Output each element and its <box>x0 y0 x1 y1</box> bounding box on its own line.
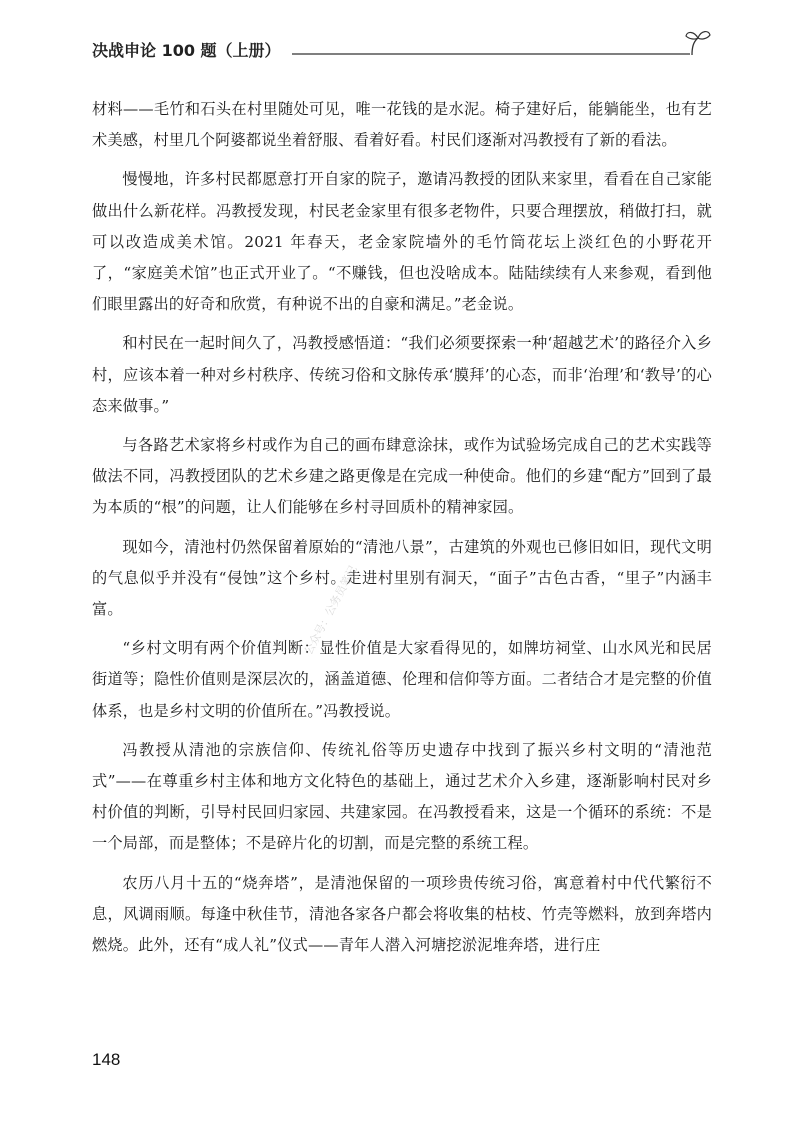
watermark: 公众号：公务员笔记 <box>301 563 360 658</box>
paragraph: 农历八月十五的“烧奔塔”，是清池保留的一项珍贵传统习俗，寓意着村中代代繁衍不息，风调雨顺。每逢中秋佳节，清池各家各户都会将收集的枯枝、竹壳等燃料，放到奔塔内燃烧。此外，还有“成人礼”仪式——青年人潜入河塘挖淤泥堆奔塔，进行庄 <box>92 873 712 955</box>
paragraph: “乡村文明有两个价值判断：显性价值是大家看得见的，如牌坊祠堂、山水风光和民居街道等；隐性价值则是深层次的，涵盖道德、伦理和信仰等方面。二者结合才是完整的价值体系，也是乡村文明的价值所在。”冯教授说。 <box>92 639 712 720</box>
header-rule <box>92 34 712 64</box>
paragraph: 慢慢地，许多村民都愿意打开自家的院子，邀请冯教授的团队来家里，看看在自己家能做出什么新花样。冯教授发现，村民老金家里有很多老物件，只要合理摆放，稍做打扫，就可以改造成美术馆。2021 年春天，老金家院墙外的毛竹筒花坛上淡红色的小野花开了，“家庭美术馆”也正式开业了。“不赚钱，但也没啥成本。陆陆续续有人来参观，看到他们眼里露出的好奇和欣赏，有种说不出的自豪和满足。”老金说。 <box>92 170 712 314</box>
paragraph: 与各路艺术家将乡村或作为自己的画布肆意涂抹，或作为试验场完成自己的艺术实践等做法不同，冯教授团队的艺术乡建之路更像是在完成一种使命。他们的乡建“配方”回到了最为本质的“根”的问题，让人们能够在乡村寻回质朴的精神家园。 <box>92 436 712 517</box>
sprout-icon <box>684 28 712 58</box>
body-text <box>92 94 712 969</box>
paragraph: 冯教授从清池的宗族信仰、传统礼俗等历史遗存中找到了振兴乡村文明的“清池范式”——在尊重乡村主体和地方文化特色的基础上，通过艺术介入乡建，逐渐影响村民对乡村价值的判断，引导村民回归家园、共建家园。在冯教授看来，这是一个循环的系统：不是一个局部，而是整体；不是碎片化的切割，而是完整的系统工程。 <box>92 740 712 853</box>
paragraph: 材料——毛竹和石头在村里随处可见，唯一花钱的是水泥。椅子建好后，能躺能坐，也有艺术美感，村里几个阿婆都说坐着舒服、看着好看。村民们逐渐对冯教授有了新的看法。 <box>92 100 712 150</box>
running-header <box>92 34 712 64</box>
page-number: 148 <box>92 1050 121 1069</box>
paragraph: 和村民在一起时间久了，冯教授感悟道：“我们必须要探索一种‘超越艺术’的路径介入乡村，应该本着一种对乡村秩序、传统习俗和文脉传承‘膜拜’的心态，而非‘治理’和‘教导’的心态来做事。” <box>92 334 712 415</box>
header-title: 决战申论 100 题（上册） <box>92 41 281 60</box>
paragraph: 现如今，清池村仍然保留着原始的“清池八景”，古建筑的外观也已修旧如旧，现代文明的气息似乎并没有“侵蚀”这个乡村。走进村里别有洞天，“面子”古色古香，“里子”内涵丰富。 <box>92 537 712 619</box>
